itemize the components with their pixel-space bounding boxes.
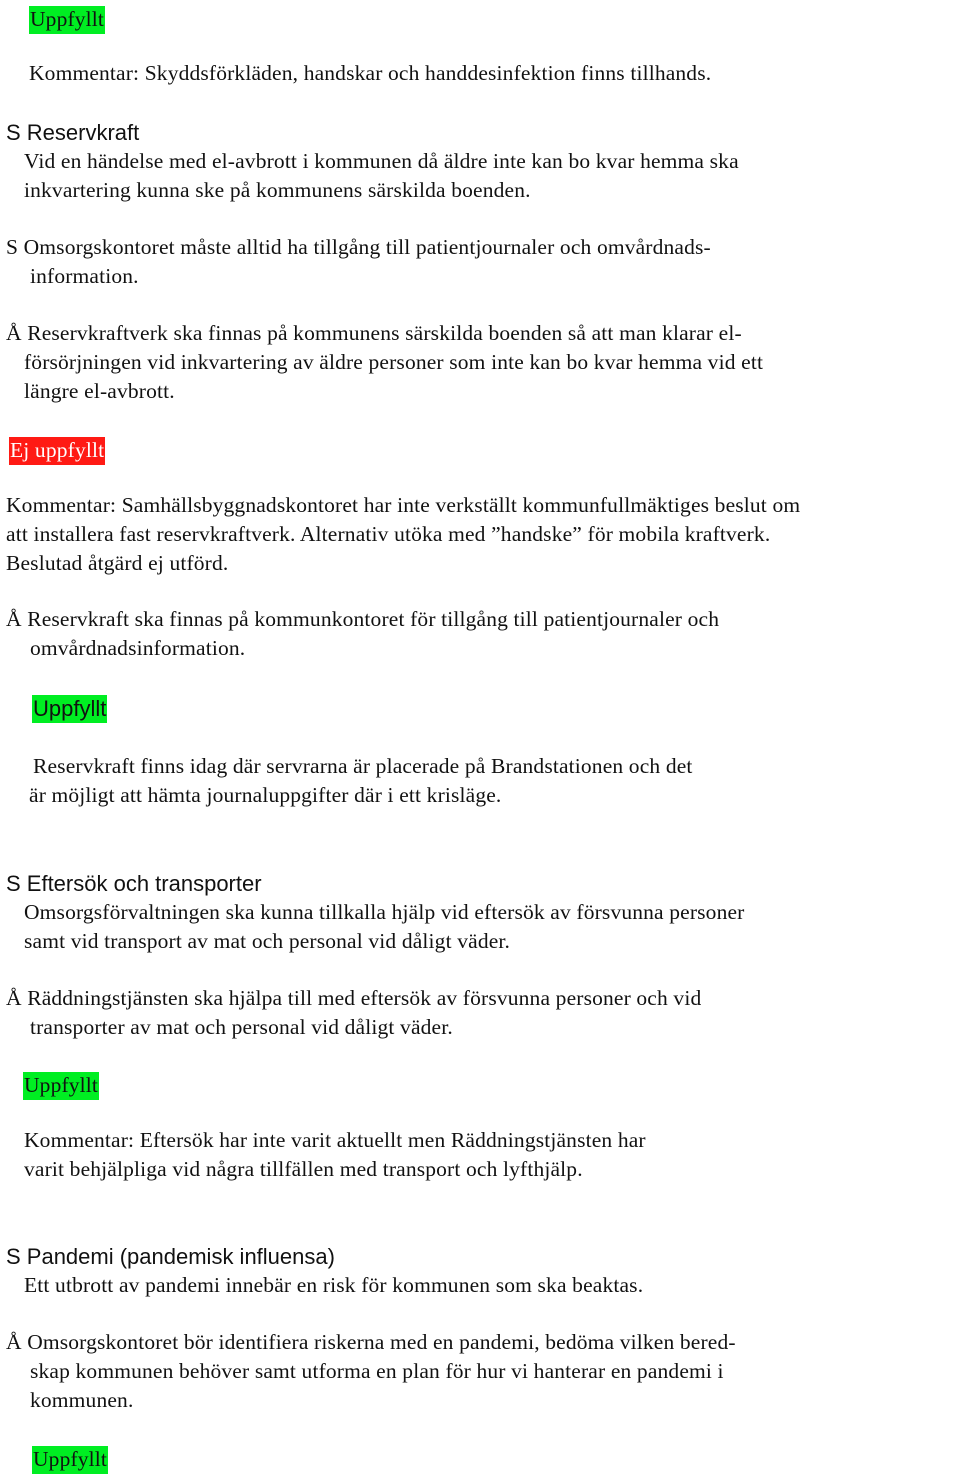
action-line: transporter av mat och personal vid dåligt väder.: [30, 1015, 453, 1039]
action-line: omvårdnadsinformation.: [30, 636, 246, 660]
comment-line: Reservkraft finns idag där servrarna är placerade på Brandstationen och det: [33, 754, 693, 778]
section-heading-search-transport: S Eftersök och transporter: [6, 871, 262, 896]
status-badge-fulfilled: Uppfyllt: [33, 696, 107, 721]
status-badge-fulfilled: Uppfyllt: [29, 6, 105, 34]
action-line: Å Omsorgskontoret bör identifiera riskerna med en pandemi, bedöma vilken bered-: [6, 1330, 736, 1354]
comment-line: Kommentar: Eftersök har inte varit aktuellt men Räddningstjänsten har: [24, 1128, 646, 1152]
action-line: kommunen.: [30, 1388, 134, 1412]
action-line: Å Reservkraft ska finnas på kommunkontoret för tillgång till patientjournaler och: [6, 607, 720, 631]
description-line: Ett utbrott av pandemi innebär en risk för kommunen som ska beaktas.: [24, 1273, 644, 1297]
status-badge-not-fulfilled: Ej uppfyllt: [9, 437, 105, 465]
action-line: längre el-avbrott.: [24, 379, 175, 403]
description-line: inkvartering kunna ske på kommunens särskilda boenden.: [24, 178, 531, 202]
action-line: försörjningen vid inkvartering av äldre personer som inte kan bo kvar hemma vid ett: [24, 350, 764, 374]
comment-line: är möjligt att hämta journaluppgifter där i ett krisläge.: [29, 783, 502, 807]
status-badge-fulfilled: Uppfyllt: [32, 1446, 108, 1474]
section-heading-backup-power: S Reservkraft: [6, 120, 140, 145]
comment-line: Beslutad åtgärd ej utförd.: [6, 551, 229, 575]
action-line: skap kommunen behöver samt utforma en plan för hur vi hanterar en pandemi i: [30, 1359, 724, 1383]
need-line: information.: [30, 264, 139, 288]
action-line: Å Reservkraftverk ska finnas på kommunens särskilda boenden så att man klarar el-: [6, 321, 742, 345]
description-line: Vid en händelse med el-avbrott i kommunen då äldre inte kan bo kvar hemma ska: [24, 149, 739, 173]
comment-line: att installera fast reservkraftverk. Alternativ utöka med ”handske” för mobila kraftverk.: [6, 522, 771, 546]
need-line: S Omsorgskontoret måste alltid ha tillgång till patientjournaler och omvårdnads-: [6, 235, 711, 259]
comment-line: varit behjälpliga vid några tillfällen med transport och lyfthjälp.: [24, 1157, 583, 1181]
status-badge-fulfilled: Uppfyllt: [23, 1072, 99, 1100]
description-line: samt vid transport av mat och personal vid dåligt väder.: [24, 929, 511, 953]
section-heading-pandemic: S Pandemi (pandemisk influensa): [6, 1244, 335, 1269]
comment-line: Kommentar: Samhällsbyggnadskontoret har inte verkställt kommunfullmäktiges beslut om: [6, 493, 801, 517]
action-line: Å Räddningstjänsten ska hjälpa till med eftersök av försvunna personer och vid: [6, 986, 702, 1010]
comment-protective-gear: Kommentar: Skyddsförkläden, handskar och handdesinfektion finns tillhands.: [29, 61, 712, 85]
description-line: Omsorgsförvaltningen ska kunna tillkalla hjälp vid eftersök av försvunna personer: [24, 900, 745, 924]
